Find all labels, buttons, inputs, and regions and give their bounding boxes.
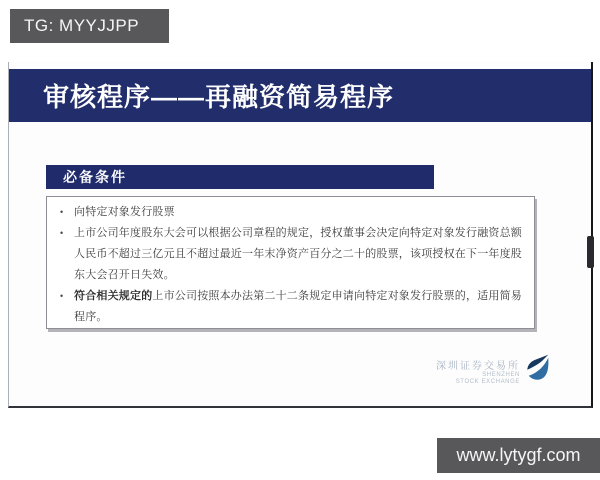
section-header-bar	[46, 165, 434, 189]
conditions-list	[55, 202, 526, 328]
bullet-bold-lead: 符合相关规定的	[74, 290, 153, 302]
logo-name-en-line2: STOCK EXCHANGE	[455, 379, 520, 385]
slide-title-emphasis: 再融资	[205, 82, 287, 112]
slide-title-bar	[9, 69, 591, 122]
logo-name-cn: 深圳证券交易所	[436, 361, 520, 372]
sse-leaf-icon	[525, 354, 549, 384]
slide-title-suffix: 简易程序	[286, 82, 395, 112]
slide-title-prefix: 审核程序——	[43, 82, 206, 112]
tg-watermark-text: TG: MYYJJPP	[24, 16, 140, 35]
list-item	[55, 223, 526, 286]
logo-text	[436, 361, 520, 386]
list-item	[55, 286, 526, 328]
tg-watermark-badge	[10, 9, 169, 43]
site-watermark-badge	[437, 438, 600, 473]
section-header-label: 必备条件	[63, 169, 127, 185]
slide-image	[8, 62, 593, 408]
bullet-text: 向特定对象发行股票	[74, 206, 175, 218]
list-item	[55, 202, 526, 223]
scrollbar-thumb[interactable]	[587, 236, 594, 268]
bullet-text: 上市公司按照本办法第二十二条规定申请向特定对象发行股票的，适用简易程序。	[74, 290, 523, 323]
logo-name-en-line1: SHENZHEN	[482, 372, 520, 378]
conditions-box	[46, 196, 535, 329]
site-watermark-text: www.lytygf.com	[456, 445, 581, 465]
bullet-text: 上市公司年度股东大会可以根据公司章程的规定，授权董事会决定向特定对象发行融资总额人民币不超过三亿元且不超过最近一年末净资产百分之二十的股票，该项授权在下一年度股东大会召开日失效。	[74, 227, 522, 281]
slide-title	[43, 77, 394, 114]
shenzhen-stock-exchange-logo	[436, 354, 549, 386]
